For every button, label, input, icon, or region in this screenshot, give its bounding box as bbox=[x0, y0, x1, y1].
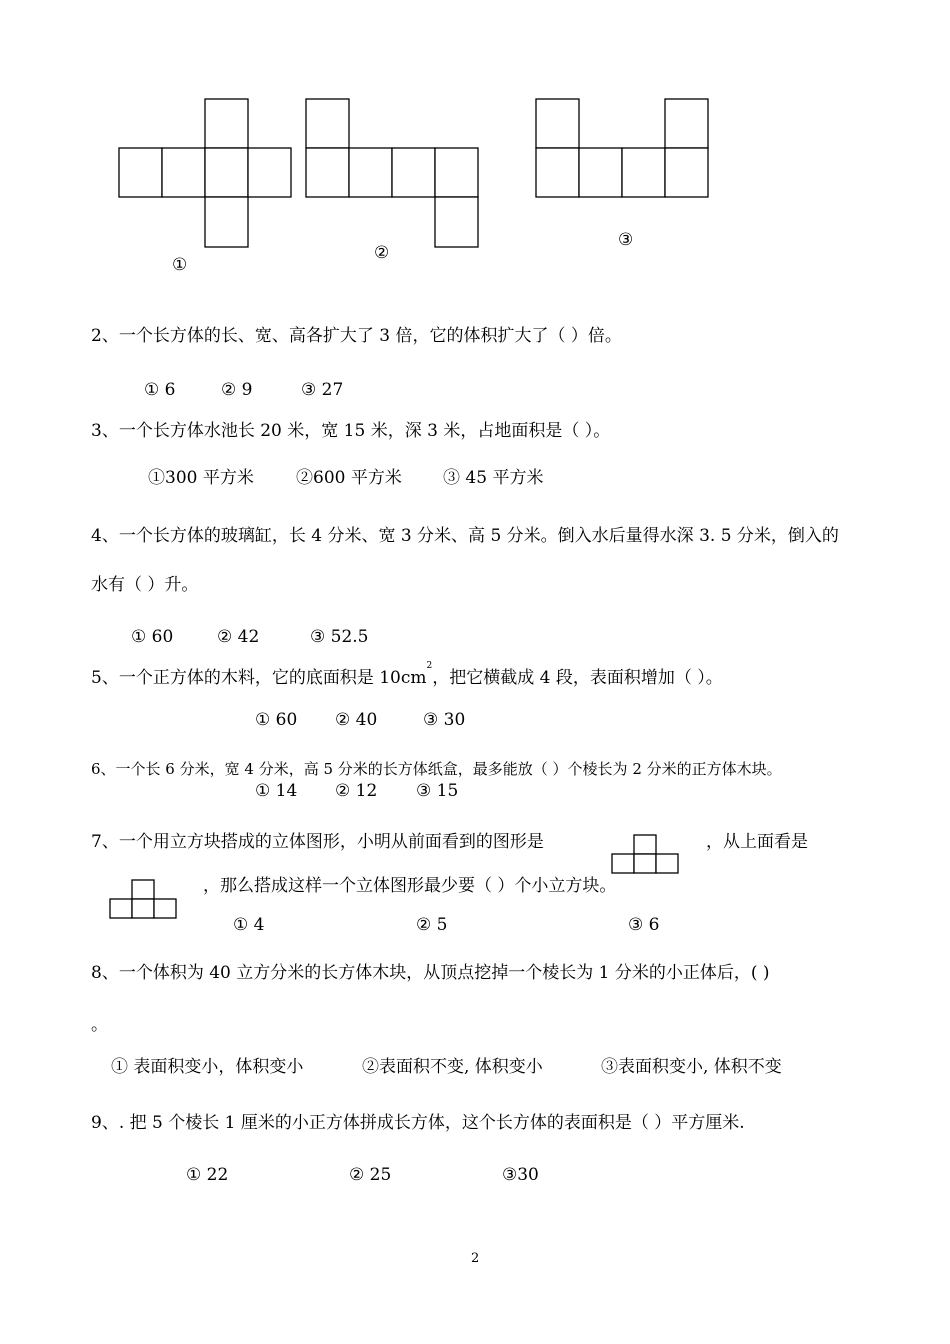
question-4-option-2: ② 42 bbox=[217, 627, 260, 647]
cube-net-3-squares bbox=[536, 99, 708, 197]
question-5-stem-a: 5、一个正方体的木料，它的底面积是 10cm bbox=[91, 668, 427, 688]
cube-net-1 bbox=[0, 0, 950, 300]
page-number: 2 bbox=[471, 1251, 480, 1266]
question-3-option-3: ③ 45 平方米 bbox=[443, 468, 544, 488]
question-5-stem-b: ，把它横截成 4 段，表面积增加（ ）。 bbox=[432, 668, 723, 688]
question-2-option-1: ① 6 bbox=[144, 380, 176, 400]
net-label-3: ③ bbox=[618, 230, 634, 250]
question-9-stem: 9、. 把 5 个棱长 1 厘米的小正方体拼成长方体，这个长方体的表面积是（ ）平方厘米. bbox=[91, 1113, 745, 1133]
question-7-option-3: ③ 6 bbox=[628, 915, 660, 935]
question-7-stem-b: ，从上面看是 bbox=[706, 832, 808, 852]
question-5-option-1: ① 60 bbox=[255, 710, 298, 730]
question-6-option-2: ② 12 bbox=[335, 781, 378, 801]
question-9-option-3: ③30 bbox=[502, 1165, 539, 1185]
question-3-option-1: ①300 平方米 bbox=[148, 468, 254, 488]
question-7-stem-c: ，那么搭成这样一个立体图形最少要（ ）个小立方块。 bbox=[203, 876, 617, 896]
question-6-option-1: ① 14 bbox=[255, 781, 298, 801]
net-label-2: ② bbox=[374, 243, 390, 263]
net-label-1: ① bbox=[172, 255, 188, 275]
question-8-option-2: ②表面积不变, 体积变小 bbox=[362, 1057, 543, 1077]
question-2-option-3: ③ 27 bbox=[301, 380, 344, 400]
cube-net-2-squares bbox=[306, 99, 478, 247]
question-3-option-2: ②600 平方米 bbox=[296, 468, 402, 488]
question-4-option-1: ① 60 bbox=[131, 627, 174, 647]
question-2-option-2: ② 9 bbox=[221, 380, 253, 400]
question-6-option-3: ③ 15 bbox=[416, 781, 459, 801]
question-5-option-2: ② 40 bbox=[335, 710, 378, 730]
question-6-stem: 6、一个长 6 分米，宽 4 分米，高 5 分米的长方体纸盒，最多能放（ ）个棱长为 2 分米的正方体木块。 bbox=[91, 760, 782, 778]
question-5-stem bbox=[91, 663, 723, 688]
question-3-stem: 3、一个长方体水池长 20 米，宽 15 米，深 3 米，占地面积是（ ）。 bbox=[91, 421, 611, 441]
question-8-option-1: ① 表面积变小，体积变小 bbox=[111, 1057, 304, 1077]
front-view-figure bbox=[612, 835, 692, 885]
question-7-stem-a: 7、一个用立方块搭成的立体图形，小明从前面看到的图形是 bbox=[91, 832, 544, 852]
question-7-option-2: ② 5 bbox=[416, 915, 448, 935]
question-8-line-2: 。 bbox=[91, 1015, 108, 1035]
question-9-option-2: ② 25 bbox=[349, 1165, 392, 1185]
question-8-option-3: ③表面积变小, 体积不变 bbox=[601, 1057, 782, 1077]
top-view-figure bbox=[110, 880, 190, 930]
question-2-stem: 2、一个长方体的长、宽、高各扩大了 3 倍，它的体积扩大了（ ）倍。 bbox=[91, 326, 622, 346]
question-9-option-1: ① 22 bbox=[186, 1165, 229, 1185]
cube-net-1-squares bbox=[119, 99, 291, 247]
question-5-superscript: 2 bbox=[426, 661, 433, 671]
question-4-option-3: ③ 52.5 bbox=[310, 627, 369, 647]
question-4-line-2: 水有（ ）升。 bbox=[91, 575, 199, 595]
question-5-option-3: ③ 30 bbox=[423, 710, 466, 730]
question-7-option-1: ① 4 bbox=[233, 915, 265, 935]
question-4-line-1: 4、一个长方体的玻璃缸，长 4 分米、宽 3 分米、高 5 分米。倒入水后量得水深 3. 5 分米，倒入的 bbox=[91, 526, 839, 546]
question-8-line-1: 8、一个体积为 40 立方分米的长方体木块，从顶点挖掉一个棱长为 1 分米的小正体后，( ) bbox=[91, 963, 770, 983]
